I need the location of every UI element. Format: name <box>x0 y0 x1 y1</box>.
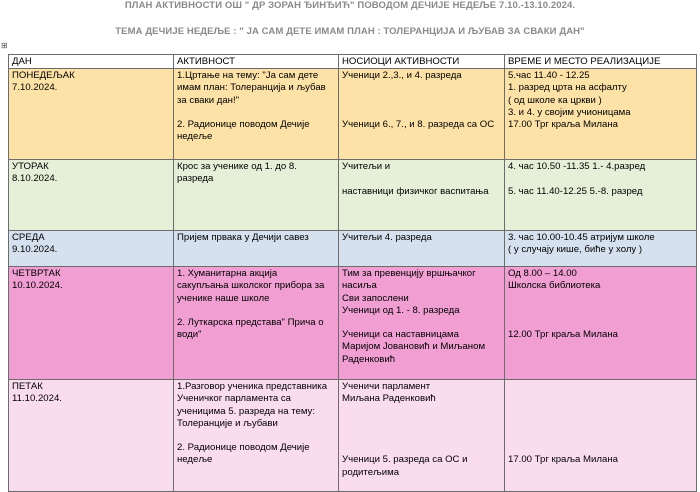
cell-line: насиља <box>342 280 377 292</box>
cell-line: имам план: Толеранција и љубав <box>177 82 326 94</box>
cell-line: 3. час 10.00-10.45 атријум школе <box>508 232 655 244</box>
cell-line: ( у случају кише, биће у холу ) <box>508 244 643 256</box>
cell-line: Ученици са наставницама <box>342 329 459 341</box>
day-date: 7.10.2024. <box>12 82 58 94</box>
cell-line: Ученичког парламента са <box>177 393 292 405</box>
cell-line: Миљана Раденковић <box>342 393 436 405</box>
cell-line: Крос за ученике од 1. до 8. <box>177 161 297 173</box>
cell-line: 2. Луткарска представа" Прича о <box>177 317 324 328</box>
day-date: 11.10.2024. <box>12 393 62 405</box>
column-header-day: ДАН <box>9 55 174 69</box>
cell-line: 1.Цртање на тему: "Ја сам дете <box>177 70 319 82</box>
cell-line: ученике наше школе <box>177 292 270 304</box>
cell-line <box>342 430 501 442</box>
cell-line: 17.00 Трг краља Милана <box>508 454 618 466</box>
cell-line: 5.час 11.40 - 12.25 <box>508 70 590 82</box>
day-date: 10.10.2024. <box>12 280 63 292</box>
cell-line: Ученици 2.,3., и 4. разреда <box>342 70 462 82</box>
cell-time-place[interactable] <box>505 160 697 231</box>
cell-holders[interactable] <box>339 231 505 267</box>
table-row-friday <box>9 380 697 492</box>
cell-line: недеље <box>177 131 213 143</box>
table-move-handle-icon[interactable]: ⊞ <box>1 41 8 50</box>
day-name: СРЕДА <box>12 232 45 244</box>
cell-line <box>508 430 693 442</box>
cell-day[interactable] <box>9 160 174 231</box>
cell-line <box>342 107 501 119</box>
cell-line: Маријом Јовановић и Миљаном <box>342 341 486 353</box>
cell-line <box>177 305 335 317</box>
day-date: 9.10.2024. <box>12 244 58 256</box>
cell-line <box>342 95 501 107</box>
cell-line <box>508 381 693 393</box>
cell-day[interactable] <box>9 380 174 492</box>
cell-line: родитељима <box>342 466 400 478</box>
cell-activity[interactable] <box>174 380 339 492</box>
cell-line: 1. разред црта на асфалту <box>508 82 627 94</box>
cell-line: Толеранције и љубави <box>177 417 278 429</box>
cell-line <box>508 418 693 430</box>
day-date: 8.10.2024. <box>12 173 58 185</box>
cell-line: Ученици 6., 7., и 8. разреда са ОС <box>342 118 495 130</box>
cell-activity[interactable] <box>174 267 339 380</box>
cell-line <box>342 317 501 329</box>
cell-line: ученицима 5. разреда на тему: <box>177 405 316 417</box>
cell-line: Тим за превенцију вршњачког <box>342 268 476 280</box>
cell-line: Ученици 5. разреда са ОС и <box>342 454 468 466</box>
cell-line: Раденковић <box>342 353 396 365</box>
cell-line: Ученици од 1. - 8. разреда <box>342 304 460 316</box>
table-row-monday <box>9 69 697 160</box>
cell-line: Школска библиотека <box>508 280 601 292</box>
cell-holders[interactable] <box>339 160 505 231</box>
cell-day[interactable] <box>9 267 174 380</box>
cell-line: Учитељи 4. разреда <box>342 232 432 244</box>
cell-day[interactable] <box>9 231 174 267</box>
cell-line: Учитељи и <box>342 161 391 173</box>
cell-line <box>508 406 693 418</box>
cell-line <box>177 107 335 119</box>
cell-line: 2. Радионице поводом Дечије <box>177 442 310 454</box>
cell-time-place[interactable] <box>505 380 697 492</box>
cell-holders[interactable] <box>339 380 505 492</box>
cell-line: Ученичи парламент <box>342 381 431 393</box>
cell-line <box>508 393 693 405</box>
cell-line <box>508 173 693 185</box>
cell-activity[interactable] <box>174 160 339 231</box>
table-row-tuesday <box>9 160 697 231</box>
cell-line <box>342 442 501 454</box>
column-header-time-place: ВРЕМЕ И МЕСТО РЕАЛИЗАЦИЈЕ <box>505 55 697 69</box>
cell-line: 2. Радионице поводом Дечије <box>177 119 310 130</box>
column-header-activity: АКТИВНОСТ <box>174 55 339 69</box>
cell-line <box>342 82 501 94</box>
cell-line <box>342 418 501 430</box>
cell-day[interactable] <box>9 69 174 160</box>
day-name: ЧЕТВРТАК <box>12 268 61 280</box>
cell-line: 12.00 Трг краља Милана <box>508 329 618 341</box>
table-row-thursday <box>9 267 697 380</box>
cell-line: разреда <box>177 173 214 185</box>
cell-line: недеље <box>177 454 213 466</box>
document-theme: ТЕМА ДЕЧИЈЕ НЕДЕЉЕ : " ЈА САМ ДЕТЕ ИМАМ ПЛАН : ТОЛЕРАНЦИЈА И ЉУБАВ ЗА СВАКИ ДАН" <box>115 26 585 37</box>
document-title: ПЛАН АКТИВНОСТИ ОШ " ДР ЗОРАН ЂИНЂИЋ" ПОВОДОМ ДЕЧИЈЕ НЕДЕЉЕ 7.10.-13.10.2024. <box>124 0 576 11</box>
cell-line: Пријем првака у Дечији савез <box>177 232 309 244</box>
table-row-wednesday <box>9 231 697 267</box>
table-header-row <box>9 55 697 69</box>
cell-line: наставници физичког васпитања <box>342 185 489 197</box>
cell-time-place[interactable] <box>505 69 697 160</box>
cell-line <box>508 317 693 329</box>
cell-line: 4. час 10.50 -11.35 1.- 4.разред <box>508 161 646 173</box>
column-header-holders: НОСИОЦИ АКТИВНОСТИ <box>339 55 505 69</box>
cell-line: води" <box>177 329 202 341</box>
cell-time-place[interactable] <box>505 231 697 267</box>
cell-activity[interactable] <box>174 69 339 160</box>
cell-line: ( од школе ка цркви ) <box>508 94 602 106</box>
cell-line: Од 8.00 – 14.00 <box>508 268 577 280</box>
cell-line <box>508 293 693 305</box>
cell-line: 17.00 Трг краља Милана <box>508 119 618 131</box>
cell-line: 5. час 11.40-12.25 5.-8. разред <box>508 185 643 197</box>
cell-line: 1.Разговор ученика представника <box>177 381 328 393</box>
day-name: УТОРАК <box>12 161 49 173</box>
cell-line <box>342 406 501 418</box>
cell-line: 1. Хуманитарна акција <box>177 268 278 280</box>
cell-time-place[interactable] <box>505 267 697 380</box>
cell-line <box>508 442 693 454</box>
cell-line <box>508 305 693 317</box>
day-name: ПОНЕДЕЉАК <box>12 70 75 82</box>
cell-holders[interactable] <box>339 267 505 380</box>
day-name: ПЕТАК <box>12 381 43 393</box>
cell-line <box>342 173 501 185</box>
cell-line: сакупљања школског прибора за <box>177 280 325 292</box>
cell-activity[interactable] <box>174 231 339 267</box>
cell-line <box>177 430 335 442</box>
cell-line: за сваки дан!" <box>177 94 240 106</box>
cell-line: 3. и 4. у својим учионицама <box>508 106 631 118</box>
activity-plan-table <box>8 54 697 492</box>
cell-line: Сви запослени <box>342 292 409 304</box>
cell-holders[interactable] <box>339 69 505 160</box>
